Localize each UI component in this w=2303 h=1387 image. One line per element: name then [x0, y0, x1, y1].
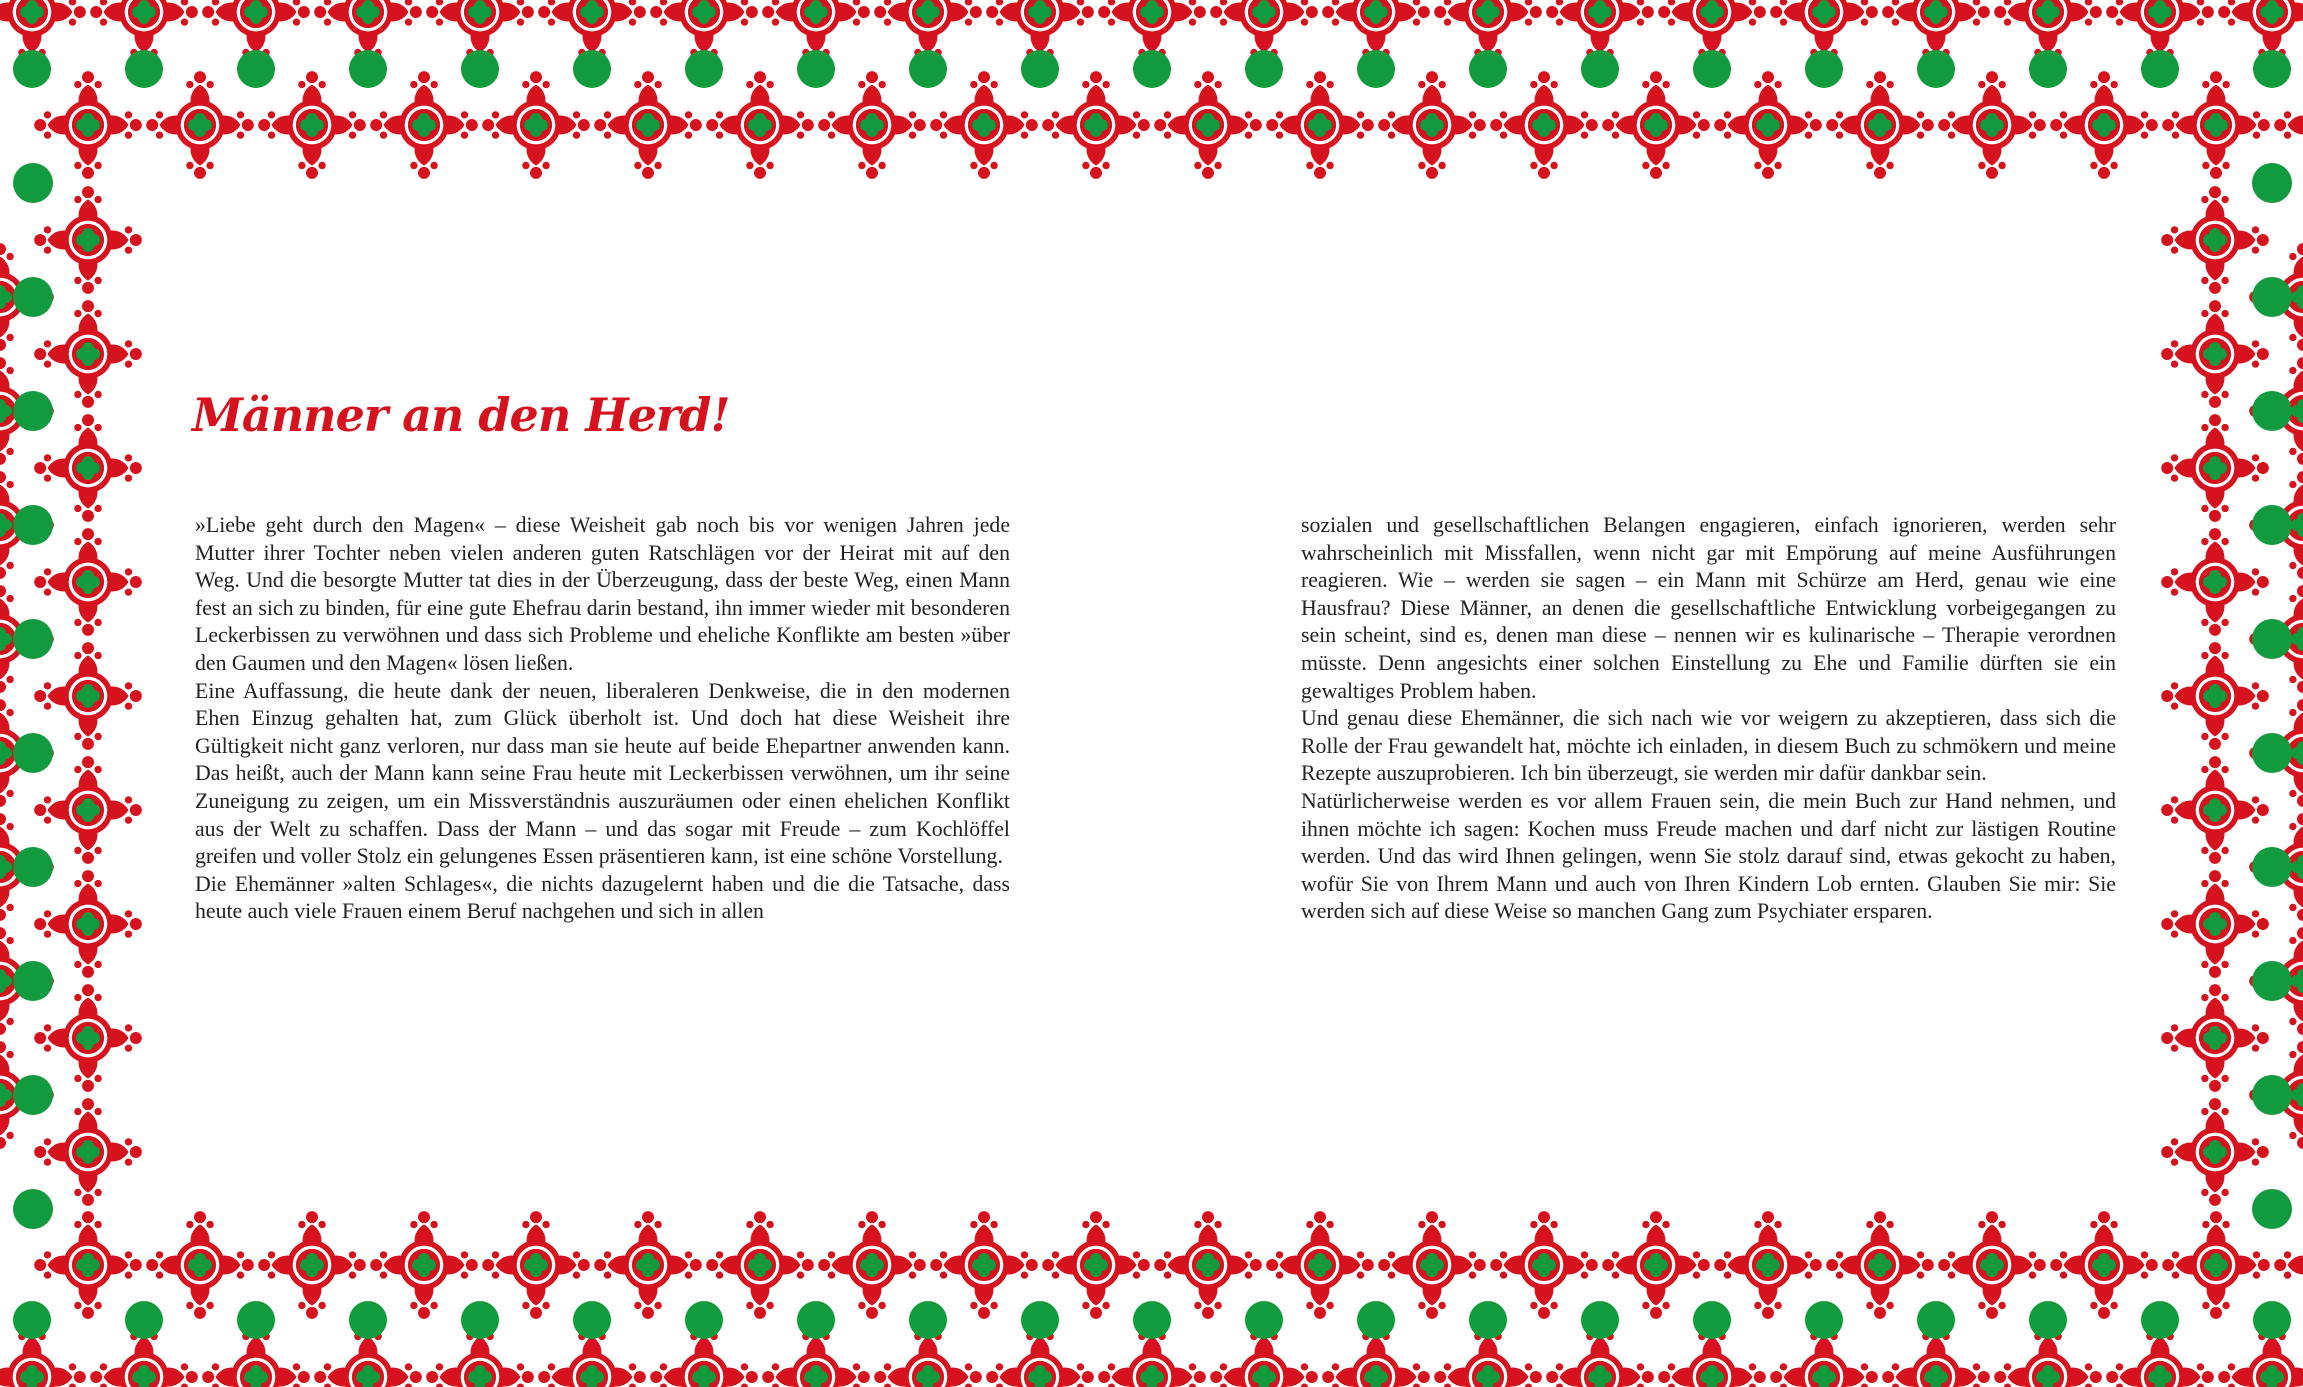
ornament-motif [146, 1211, 254, 1319]
ornament-motif [1266, 1211, 1374, 1319]
green-dot [1133, 1301, 1171, 1339]
green-dot [461, 50, 499, 88]
ornament-motif [2050, 1211, 2158, 1319]
ornament-motif [34, 414, 142, 522]
green-dot [2141, 50, 2179, 88]
ornament-motif [1266, 71, 1374, 179]
ornament-motif [1042, 71, 1150, 179]
green-dot [1133, 50, 1171, 88]
green-dot [125, 1301, 163, 1339]
green-dot [909, 1301, 947, 1339]
ornament-motif [1938, 1211, 2046, 1319]
ornament-motif [930, 1211, 1038, 1319]
green-dot [1693, 1301, 1731, 1339]
green-dot [2252, 1075, 2292, 1115]
ornament-motif [1826, 1211, 1934, 1319]
ornament-motif [1378, 1211, 1486, 1319]
paragraph: »Liebe geht durch den Magen« – diese Weisheit gab noch bis vor wenigen Jahren jede Mutter ihrer Tochter neben vielen anderen guten Ratschlägen vor der Heirat mit auf den Weg. Und die besorgte Mutter tat dies in der Überzeugung, dass der beste Weg, einen Mann fest an sich zu binden, für eine gute Ehefrau darin bestand, ihn immer wieder mit besonderen Leckerbissen zu verwöhnen und dass sich Probleme und eheliche Konflikte am besten »über den Gaumen und den Magen« lösen ließen. [195, 513, 1010, 675]
ornament-motif [34, 870, 142, 978]
green-dot [2252, 619, 2292, 659]
ornament-motif [370, 71, 478, 179]
green-dot [1805, 1301, 1843, 1339]
green-dot [2029, 50, 2067, 88]
green-dot [237, 1301, 275, 1339]
green-dot [1805, 50, 1843, 88]
green-dot [349, 1301, 387, 1339]
green-dot [2252, 961, 2292, 1001]
ornament-motif [1602, 71, 1710, 179]
ornament-motif [1490, 1211, 1598, 1319]
ornament-motif [1490, 71, 1598, 179]
ornament-motif [2162, 1211, 2270, 1319]
green-dot [2253, 1301, 2291, 1339]
ornament-motif [34, 186, 142, 294]
green-dot [797, 1301, 835, 1339]
green-dot [461, 1301, 499, 1339]
green-dot [1245, 50, 1283, 88]
green-dot [125, 50, 163, 88]
ornament-motif [1714, 71, 1822, 179]
ornament-motif [2274, 71, 2303, 179]
green-dot [349, 50, 387, 88]
ornament-motif [1154, 71, 1262, 179]
ornament-motif [706, 71, 814, 179]
green-dot [13, 505, 53, 545]
green-dot [2141, 1301, 2179, 1339]
ornament-motif [482, 71, 590, 179]
green-dot [2253, 50, 2291, 88]
ornament-motif [146, 71, 254, 179]
ornament-motif [2161, 300, 2269, 408]
ornament-motif [706, 1211, 814, 1319]
ornament-motif [34, 71, 142, 179]
ornament-motif [370, 1211, 478, 1319]
ornament-motif [34, 756, 142, 864]
green-dot [13, 277, 53, 317]
green-dot [2252, 277, 2292, 317]
green-dot [685, 1301, 723, 1339]
green-dot [237, 50, 275, 88]
green-dot [1581, 50, 1619, 88]
ornament-motif [1938, 71, 2046, 179]
green-dot [13, 733, 53, 773]
ornament-motif [34, 528, 142, 636]
ornament-motif [258, 71, 366, 179]
ornament-motif [34, 300, 142, 408]
green-dot [1469, 50, 1507, 88]
green-dot [13, 1075, 53, 1115]
border-right-motifs [2161, 186, 2303, 1206]
ornament-motif [34, 1098, 142, 1206]
green-dot [13, 619, 53, 659]
ornament-motif [2161, 528, 2269, 636]
ornament-motif [818, 71, 926, 179]
ornament-motif [2161, 414, 2269, 522]
green-dot [1917, 1301, 1955, 1339]
ornament-motif [2161, 870, 2269, 978]
text-column-right [1301, 512, 2116, 926]
green-dot [1021, 50, 1059, 88]
ornament-motif [2161, 756, 2269, 864]
ornament-motif [2161, 186, 2269, 294]
paragraph: Die Ehemänner »alten Schlages«, die nichts dazugelernt haben und die die Tatsache, dass heute auch viele Frauen einem Beruf nachgehen und sich in allen [195, 871, 1010, 924]
ornament-motif [2162, 71, 2270, 179]
ornament-motif [818, 1211, 926, 1319]
ornament-motif [2050, 71, 2158, 179]
paragraph: sozialen und gesellschaftlichen Belangen engagieren, einfach ignorieren, werden sehr wahrscheinlich mit Missfallen, wenn nicht gar mit Empörung auf meine Ausführungen reagieren. Wie – werden sie sagen – ein Mann mit Schürze am Herd, genau wie eine Hausfrau? Diese Männer, an denen die gesellschaftliche Entwicklung vorbeigegangen zu sein scheint, sind es, denen man diese – nennen wir es kulinarische – Therapie verordnen müsste. Denn angesichts einer solchen Einstellung zu Ehe und Familie dürften sie ein gewaltiges Problem haben. [1301, 513, 2116, 703]
green-dot [1693, 50, 1731, 88]
ornament-motif [1042, 1211, 1150, 1319]
green-dot [1021, 1301, 1059, 1339]
text-column-left [195, 512, 1010, 926]
green-dot [685, 50, 723, 88]
ornament-motif [34, 984, 142, 1092]
green-dot [797, 50, 835, 88]
paragraph: Natürlicherweise werden es vor allem Frauen sein, die mein Buch zur Hand nehmen, und ihnen möchte ich sagen: Kochen muss Freude machen und darf nicht zur lästigen Routine werden. Und das wird Ihnen gelingen, wenn Sie stolz darauf sind, etwas gekocht zu haben, wofür Sie von Ihrem Mann und auch von Ihren Kindern Lob ernten. Glauben Sie mir: Sie werden sich auf diese Weise so manchen Gang zum Psychiater ersparen. [1301, 788, 2116, 924]
ornament-motif [2161, 984, 2269, 1092]
ornament-motif [258, 1211, 366, 1319]
green-dot [13, 961, 53, 1001]
page-title: Männer an den Herd! [192, 388, 730, 442]
ornament-motif [2161, 642, 2269, 750]
border-left-motifs [0, 186, 142, 1206]
green-dot [13, 1189, 53, 1229]
ornament-motif [34, 1211, 142, 1319]
paragraph: Eine Auffassung, die heute dank der neuen, liberaleren Denkweise, die in den modernen Ehen Einzug gehalten hat, zum Glück überholt ist. Und doch hat diese Weisheit ihre Gültigkeit nicht ganz verloren, nur dass man sie heute auf beide Ehepartner anwenden kann. Das heißt, auch der Mann kann seine Frau heute mit Leckerbissen verwöhnen, um ihr seine Zuneigung zu zeigen, um ein Missverständnis auszuräumen oder einen ehelichen Konflikt aus der Welt zu schaffen. Dass der Mann – und das sogar mit Freude – zum Kochlöffel greifen und voller Stolz ein gelungenes Essen präsentieren kann, ist eine schöne Vorstellung. [195, 678, 1010, 869]
ornament-motif [1154, 1211, 1262, 1319]
green-dot [2252, 847, 2292, 887]
border-bottom-motifs [0, 1211, 2303, 1387]
green-dot [909, 50, 947, 88]
green-dot [2252, 733, 2292, 773]
border-top-motifs [0, 0, 2303, 179]
ornament-motif [1378, 71, 1486, 179]
green-dot [1469, 1301, 1507, 1339]
paragraph: Und genau diese Ehemänner, die sich nach wie vor weigern zu akzeptieren, dass sich die Rolle der Frau gewandelt hat, möchte ich einladen, in diesem Buch zu schmökern und meine Rezepte auszuprobieren. Ich bin überzeugt, sie werden mir dafür dankbar sein. [1301, 706, 2116, 786]
green-dot [2252, 505, 2292, 545]
ornament-motif [594, 71, 702, 179]
green-dot [1245, 1301, 1283, 1339]
ornament-motif [1602, 1211, 1710, 1319]
ornament-motif [1826, 71, 1934, 179]
green-dot [13, 163, 53, 203]
ornament-motif [482, 1211, 590, 1319]
green-dot [1917, 50, 1955, 88]
ornament-motif [1714, 1211, 1822, 1319]
ornament-motif [2161, 1098, 2269, 1206]
green-dot [2252, 391, 2292, 431]
green-dot [1357, 50, 1395, 88]
green-dot [13, 391, 53, 431]
green-dot [573, 1301, 611, 1339]
green-dot [2252, 1189, 2292, 1229]
green-dot [13, 50, 51, 88]
ornament-motif [930, 71, 1038, 179]
green-dot [2029, 1301, 2067, 1339]
green-dot [13, 1301, 51, 1339]
green-dot [2252, 163, 2292, 203]
green-dot [1581, 1301, 1619, 1339]
ornament-motif [34, 642, 142, 750]
green-dot [1357, 1301, 1395, 1339]
green-dot [573, 50, 611, 88]
ornament-motif [594, 1211, 702, 1319]
green-dot [13, 847, 53, 887]
